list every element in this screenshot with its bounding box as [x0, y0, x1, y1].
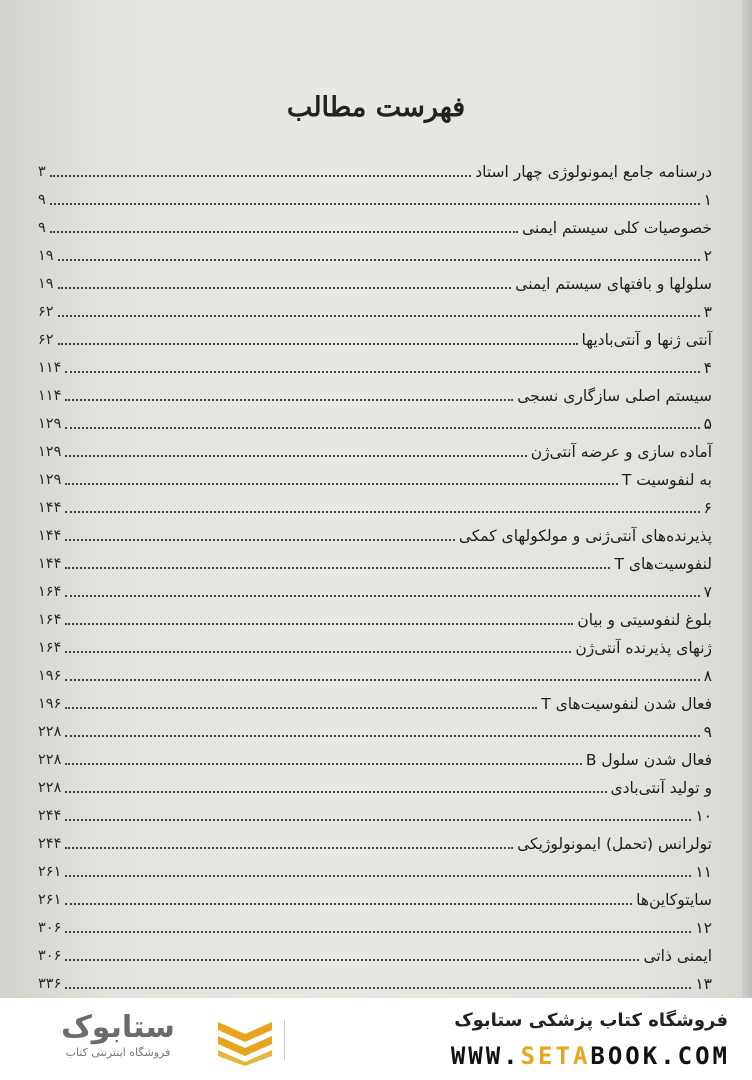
toc-row [38, 914, 712, 938]
toc-row-text: سایتوکاین‌ها [636, 891, 712, 909]
page-edge-shadow [742, 0, 752, 998]
toc-row-page: ۲۲۸ [38, 752, 62, 768]
toc-leader [65, 399, 513, 401]
toc-row [38, 858, 712, 882]
store-url [451, 1042, 730, 1070]
toc-row-text: ژنهای پذیرنده آنتی‌ژن [575, 639, 712, 657]
toc-row-page: ۹ [38, 220, 46, 236]
toc-leader [65, 847, 513, 849]
toc-row-text: و تولید آنتی‌بادی [610, 779, 712, 797]
toc-row-page: ۲۲۸ [38, 724, 62, 740]
toc-leader [65, 819, 691, 821]
toc-row [38, 466, 712, 490]
toc-leader [65, 735, 699, 737]
toc-row-page: ۱۹۶ [38, 696, 62, 712]
toc-row-text: فعال شدن سلول B [585, 751, 712, 769]
toc-row-text: فعال شدن لنفوسیت‌های T [541, 695, 712, 713]
toc-row-page: ۱۹۶ [38, 668, 62, 684]
toc-row [38, 578, 712, 602]
toc-leader [65, 623, 573, 625]
store-watermark-banner [0, 998, 752, 1080]
toc-row-text: ۱۰ [695, 807, 712, 825]
toc-leader [65, 987, 691, 989]
toc-row-page: ۱۶۴ [38, 584, 62, 600]
toc-leader [65, 791, 606, 793]
toc-row-page: ۱۶۴ [38, 612, 62, 628]
toc-row-page: ۳۳۶ [38, 976, 62, 992]
toc-row [38, 522, 712, 546]
logo-divider [284, 1020, 285, 1060]
toc-row [38, 662, 712, 686]
toc-row [38, 802, 712, 826]
toc-row [38, 942, 712, 966]
toc-leader [58, 315, 700, 317]
toc-leader [65, 455, 526, 457]
logo-tagline: فروشگاه اینترنتی کتاب [65, 1046, 171, 1059]
toc-row [38, 214, 712, 238]
toc-row [38, 298, 712, 322]
toc-row-text: آماده سازی و عرضه آنتی‌ژن [530, 443, 712, 461]
toc-row-text: سلولها و بافتهای سیستم ایمنی [515, 275, 712, 293]
url-prefix: WWW. [450, 1042, 521, 1070]
toc-row-text: لنفوسیت‌های T [614, 555, 712, 573]
toc-leader [65, 483, 618, 485]
toc-row-text: آنتی ژنها و آنتی‌بادیها [581, 331, 712, 349]
toc-row-page: ۹ [38, 192, 46, 208]
toc-leader [65, 567, 610, 569]
toc-leader [65, 427, 699, 429]
toc-row-text: ۱۱ [695, 863, 712, 881]
toc-leader [58, 259, 700, 261]
toc-row-text: پذیرنده‌های آنتی‌ژنی و مولکولهای کمکی [458, 527, 712, 545]
toc-row-page: ۲۴۴ [38, 836, 62, 852]
toc-row [38, 746, 712, 770]
toc-row-page: ۱۴۴ [38, 556, 62, 572]
toc-row [38, 634, 712, 658]
toc-row-page: ۶۲ [38, 304, 54, 320]
toc-leader [65, 651, 571, 653]
toc-row-page: ۱۲۹ [38, 416, 62, 432]
toc-leader [65, 763, 581, 765]
toc-row-text: ۱۳ [695, 975, 712, 993]
toc-row [38, 970, 712, 994]
toc-row [38, 494, 712, 518]
toc-row [38, 242, 712, 266]
toc-row-text: ۲ [703, 247, 712, 265]
url-suffix: BOOK.COM [590, 1042, 730, 1070]
toc-leader [65, 511, 699, 513]
toc-row-text: ۱ [703, 191, 712, 209]
toc-row [38, 354, 712, 378]
toc-leader [50, 231, 518, 233]
toc-row-page: ۳ [38, 164, 46, 180]
toc-leader [65, 707, 537, 709]
page-title: فهرست مطالب [286, 92, 466, 123]
toc-row [38, 158, 712, 182]
toc-row [38, 886, 712, 910]
toc-row-text: ۷ [703, 583, 712, 601]
toc-leader [65, 903, 632, 905]
toc-row-page: ۲۶۱ [38, 864, 62, 880]
toc-row-text: تولرانس (تحمل) ایمونولوژیکی [517, 835, 712, 853]
toc-row-text: ۹ [703, 723, 712, 741]
toc-leader [65, 539, 454, 541]
toc-row [38, 718, 712, 742]
toc-row-page: ۱۹ [38, 248, 54, 264]
toc-row-page: ۲۶۱ [38, 892, 62, 908]
toc-row [38, 606, 712, 630]
store-logo-wordmark [30, 1010, 206, 1072]
toc-leader [65, 959, 639, 961]
toc-leader [58, 343, 578, 345]
toc-row-page: ۱۹ [38, 276, 54, 292]
toc-row [38, 382, 712, 406]
toc-row-page: ۱۴۴ [38, 528, 62, 544]
toc-row-page: ۱۱۴ [38, 388, 62, 404]
toc-row [38, 270, 712, 294]
toc-row [38, 438, 712, 462]
toc-leader [65, 371, 699, 373]
toc-leader [65, 931, 691, 933]
toc-row [38, 690, 712, 714]
toc-leader [50, 203, 700, 205]
toc-row [38, 326, 712, 350]
toc-row-text: ۵ [703, 415, 712, 433]
toc-row [38, 186, 712, 210]
url-highlight: SETA [520, 1042, 591, 1070]
toc-row [38, 774, 712, 798]
toc-row [38, 410, 712, 434]
toc-row-text: ۶ [703, 499, 712, 517]
toc-row-text: بلوغ لنفوسیتی و بیان [577, 611, 712, 629]
toc-leader [50, 175, 471, 177]
toc-leader [65, 679, 699, 681]
toc-row-text: به لنفوسیت T [621, 471, 712, 489]
toc-row-page: ۲۴۴ [38, 808, 62, 824]
store-name: فروشگاه کتاب پزشکی ستابوک [454, 1010, 728, 1031]
toc-row-text: ۴ [703, 359, 712, 377]
toc-row-page: ۱۴۴ [38, 500, 62, 516]
toc-row-text: ایمنی ذاتی [643, 947, 712, 965]
toc-row-page: ۱۶۴ [38, 640, 62, 656]
toc-row-page: ۱۲۹ [38, 444, 62, 460]
toc-leader [58, 287, 512, 289]
toc-row-page: ۲۲۸ [38, 780, 62, 796]
store-logo-icon [214, 1016, 276, 1066]
toc-leader [65, 875, 691, 877]
toc-row-text: درسنامه جامع ایمونولوژی چهار استاد [475, 163, 712, 181]
toc-row-page: ۱۱۴ [38, 360, 62, 376]
toc-row-page: ۶۲ [38, 332, 54, 348]
toc-row-page: ۳۰۶ [38, 920, 62, 936]
toc-row-text: ۳ [703, 303, 712, 321]
toc-row-text: ۸ [703, 667, 712, 685]
toc-row-page: ۳۰۶ [38, 948, 62, 964]
toc-row-text: خصوصیات کلی سیستم ایمنی [521, 219, 712, 237]
toc-row-text: ۱۲ [695, 919, 712, 937]
toc-leader [65, 595, 699, 597]
toc-row-page: ۱۲۹ [38, 472, 62, 488]
toc-row-text: سیستم اصلی سازگاری نسجی [517, 387, 712, 405]
toc-row [38, 830, 712, 854]
toc-row [38, 550, 712, 574]
logo-text: ستابوک [61, 1010, 175, 1045]
